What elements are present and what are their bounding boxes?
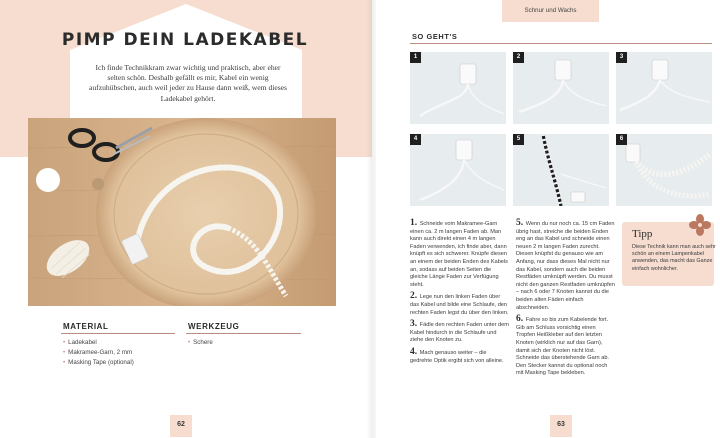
step-number: 6: [616, 134, 627, 145]
page-number-right: 63: [550, 415, 572, 437]
list-item: • Schere: [188, 339, 213, 346]
bullet-icon: •: [63, 349, 66, 356]
hero-photo: [28, 118, 336, 306]
material-list: [63, 338, 134, 368]
how-to-heading: SO GEHT'S: [412, 32, 458, 41]
step-number: 2: [513, 52, 524, 63]
list-item: • Makramee-Garn, 2 mm: [63, 349, 133, 356]
page-title: PIMP DEIN LADEKABEL: [61, 30, 309, 50]
bullet-icon: •: [63, 359, 66, 366]
clover-icon: [689, 214, 711, 236]
tip-text: Diese Technik kann man auch sehr schön an einem Lampenkabel anwenden, das macht das Ganze einfach wohnlicher.: [632, 244, 716, 272]
step-1: 1. Schneide vom Makramee-Garn einen ca. 2 m langen Faden ab. Man kann auch direkt einen 4 m langen Faden verwenden, ich finde aber, dann knüpft es sich schwerer. Knüpfe diesen an einem der beiden Enden des Kabels an, sodass auf beiden Seiten die gleiche Länge Faden zur Verfügung steht.: [410, 218, 508, 288]
werkzeug-heading: WERKZEUG: [188, 322, 240, 331]
step-photo-6: [616, 134, 712, 206]
werkzeug-rule: [186, 333, 301, 334]
right-page: [376, 0, 720, 438]
material-rule: [61, 333, 175, 334]
bullet-icon: •: [63, 339, 66, 346]
step-number: 3: [616, 52, 627, 63]
tip-heading: Tipp: [632, 228, 653, 240]
step-photo-1: [410, 52, 506, 124]
step-photo-grid: [410, 52, 712, 206]
list-item: • Masking Tape (optional): [63, 359, 134, 366]
step-photo-2: [513, 52, 609, 124]
werkzeug-list: [188, 338, 213, 348]
material-heading: MATERIAL: [63, 322, 109, 331]
step-4: 4. Mach genauso weiter – die gedrehte Optik ergibt sich von alleine.: [410, 346, 504, 364]
steps-column-1: [410, 220, 510, 369]
how-to-rule: [410, 43, 712, 44]
step-photo-4: [410, 134, 506, 206]
step-number: 1: [410, 52, 421, 63]
list-item: • Ladekabel: [63, 339, 97, 346]
step-5: 5. Wenn du nur noch ca. 15 cm Faden übrig hast, streiche die beiden Enden eng an das Kabel und schneide einen neuen 2 m langen Faden zurecht. Diesen knüpfst du genauso wie am Anfang, nur dass dieses Mal nicht nur das Kabel, sondern auch die beiden Restfäden umknüpft werden. Du musst nicht den ganzen Restfaden umknüpfen – nach 6 oder 7 Knoten kannst du die beiden alten Fäden einfach abschneiden.: [516, 218, 615, 311]
chapter-tab: Schnur und Wachs: [502, 0, 599, 22]
page-number-left: 62: [170, 415, 192, 437]
step-number: 4: [410, 134, 421, 145]
step-6: 6. Fahre so bis zum Kabelende fort. Gib am Schluss vorsichtig einen Tropfen Heißkleber auf den letzten Knoten (wirklich nur auf das Garn), damit sich der Knoten nicht löst. Schneide das überstehende Garn ab. Den Stecker kannst du optional noch mit Masking Tape bekleben.: [516, 314, 609, 377]
step-number: 5: [513, 134, 524, 145]
step-photo-3: [616, 52, 712, 124]
step-3: 3. Fädle den rechten Faden unter dem Kabel hindurch in die Schlaufe und ziehe den Knoten zu.: [410, 319, 509, 344]
step-photo-5: [513, 134, 609, 206]
steps-column-2: [516, 220, 616, 382]
intro-text: Ich finde Technikkram zwar wichtig und praktisch, aber eher selten schön. Deshalb gefällt es mir, Kabel ein wenig aufzuhübschen, auch weil jeder zu Hause dann weiß, wem dieses Ladekabel gehört.: [89, 63, 287, 103]
bullet-icon: •: [188, 339, 191, 346]
hero-photo-drawing: [28, 118, 336, 306]
step-2: 2. Lege nun den linken Faden über das Kabel und bilde eine Schlaufe, den rechten Faden legst du über den linken.: [410, 291, 509, 316]
